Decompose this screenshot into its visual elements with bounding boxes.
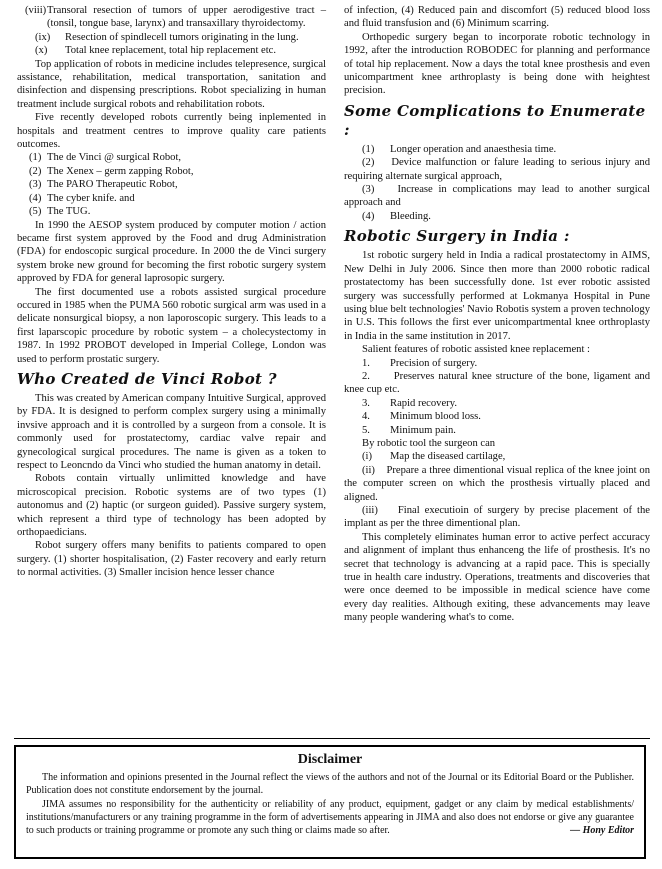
paragraph: Five recently developed robots currently being inplemented in hospitals and treatment centres to improve quality care patients outcomes. [17,112,326,151]
paragraph: This was created by American company Intuitive Surgical, approved by FDA. It is designed to perform complex surgery using a minimally invsive approach and it is controlled by a surgeon from a console. It is commonly used for prostatectomy, cardiac valve repair and gynecological surgical procedures. The name is given as a token to respect to Leoncndo da Vinci who studied the human anatomy in detail. [17,392,326,471]
disclaimer-title: Disclaimer [297,752,363,767]
list-item: 5. Minimum pain. [362,424,456,436]
editor-signature: — Hony Editor [570,825,634,837]
section-heading-india: Robotic Surgery in India : [344,227,570,246]
list-item: 4. Minimum blood loss. [362,411,481,423]
list-item: (ix) Resection of spindlecell tumors originating in the lung. [35,31,299,43]
paragraph: Top application of robots in medicine includes telepresence, surgical assistance, rehabilitation, medical transportation, sanitation and disinfection and dispensing prescriptions. Robot specializing in human treatment include surgical robots and rehabilitation robots. [17,58,326,110]
paragraph: 1st robotic surgery held in India a radical prostatectomy in AIMS, New Delhi in July 2006. Since then more than 2000 robotic radical prostatectomy has been successfully done. 1st ever robotic assisted surgery was successfully performed at Lokmanya Hospital in Pune using blue belt technologies' Navio Robotis system a proven technology in U.S. This follows the first ever unicompartmental knee orthroplasty in India in the same institution in 2017. [344,250,650,342]
paragraph: Orthopedic surgery began to incorporate robotic technology in 1992, after the introduction ROBODEC for planning and performance of total hip replacement. Now a days the total knee prosthesis and even unicompartment knee arthroplasty is being done with heightest precision. [344,31,650,97]
list-item: 1. Precision of surgery. [362,357,478,369]
section-heading-complications: Some Complications to Enumerate : [344,101,646,139]
list-item: (iii) Final executioin of surgery by precise placement of the implant as per the three dimentional plan. [344,505,650,530]
right-column [344,4,650,625]
divider [14,738,650,739]
paragraph: By robotic tool the surgeon can [362,437,496,449]
list-item: (5) The TUG. [29,206,91,218]
paragraph: of infection, (4) Reduced pain and discomfort (5) reduced blood loss and fluid transfusion and (6) Minimum scarring. [344,5,650,30]
disclaimer-paragraph: The information and opinions presented in the Journal reflect the views of the authors and not of the Journal or its Editorial Board or the Publisher. Publication does not constitute endorsement by the journal. [26,772,634,797]
list-item: (3) The PARO Therapeutic Robot, [29,179,178,191]
paragraph: Robots contain virtually unlimitted knowledge and have microscopical precision. Robotic systems are of two types (1) autonomus and (2) haptic (or surgeon guided). Passive surgery system, which represent a third type of technology has been adopted by orthopaedicians. [17,473,326,539]
paragraph: The first documented use a robots assisted surgical procedure occured in 1985 when the PUMA 560 robotic surgical arm was used in a delicate nonsurgical biopsy, a non laporoscopic surgery. This leads to a first laparscopic procedure by robotic system – a cholecystectomy in 1987. In 1992 PROBOT developed in Imperial College, London was used to perform prostatic surgery. [17,286,326,365]
list-item: (2) Device malfunction or falure leading to serious injury and requiring alternate surgical approach, [344,157,650,182]
list-item: (x) Total knee replacement, total hip replacement etc. [35,45,277,57]
disclaimer-paragraph: JIMA assumes no responsibility for the authenticity or reliability of any product, equipment, gadget or any claim by medical establishments/ institutions/manufacturers or any training programme in the form of advertisements appearing in JIMA and also does not endorse or give any guarantee to such products or training programme or promote any such thing or claims made so after. — Hony Editor [26,798,634,837]
list-item: (viii) Transoral resection of tumors of upper aerodigestive tract – (tonsil, tongue base, larynx) and transaxillary thyroidectomy. [25,5,326,30]
paragraph: Salient features of robotic assisted knee replacement : [362,344,590,356]
list-item: (1) Longer operation and anaesthesia time. [362,143,557,155]
list-item: (4) Bleeding. [362,210,431,222]
left-column [17,4,326,580]
paragraph: In 1990 the AESOP system produced by computer motion / action became first system approved by the Food and drug Administration (FDA) for endoscopic surgical procedure. In 2000 the de Vinci surgery system broke new ground for becoming the first robotic surgery system approved by FDA for general laprosopic surgery. [17,219,326,285]
list-item: (ii) Prepare a three dimentional visual replica of the knee joint on the computer screen on which the prosthesis virtually placed and aligned. [344,464,651,503]
list-item: 2. Preserves natural knee structure of the bone, ligament and knee cup etc. [344,370,650,396]
list-item: (3) Increase in complications may lead to another surgical approach and [344,184,650,209]
list-item: (2) The Xenex – germ zapping Robot, [29,165,194,177]
list-item: (1) The de Vinci @ surgical Robot, [29,152,182,164]
list-item: (4) The cyber knife. and [29,192,135,204]
paragraph: Robot surgery offers many benifits to patients compared to open surgery. (1) shorter hospitalisation, (2) Faster recovery and early return to normal activities. (3) Smaller incision hence lesser chance [17,540,326,579]
list-item: 3. Rapid recovery. [362,397,457,409]
paragraph: This completely eliminates human error to active perfect accuracy and alignment of implant thus enhanceng the life of prosthesis. It's no secret that technology is advancing at a rapid pace. This is specially true in health care industry. Operations, treatments and discoveries that were once deemed to be impossible in medical science have come every day realities. Although exiting, these advancements may leave many people wandering what's to come. [344,531,650,624]
disclaimer-box [14,745,646,859]
list-item: (i) Map the diseased cartilage, [362,451,506,463]
section-heading-who-created: Who Created de Vinci Robot ? [17,369,277,388]
